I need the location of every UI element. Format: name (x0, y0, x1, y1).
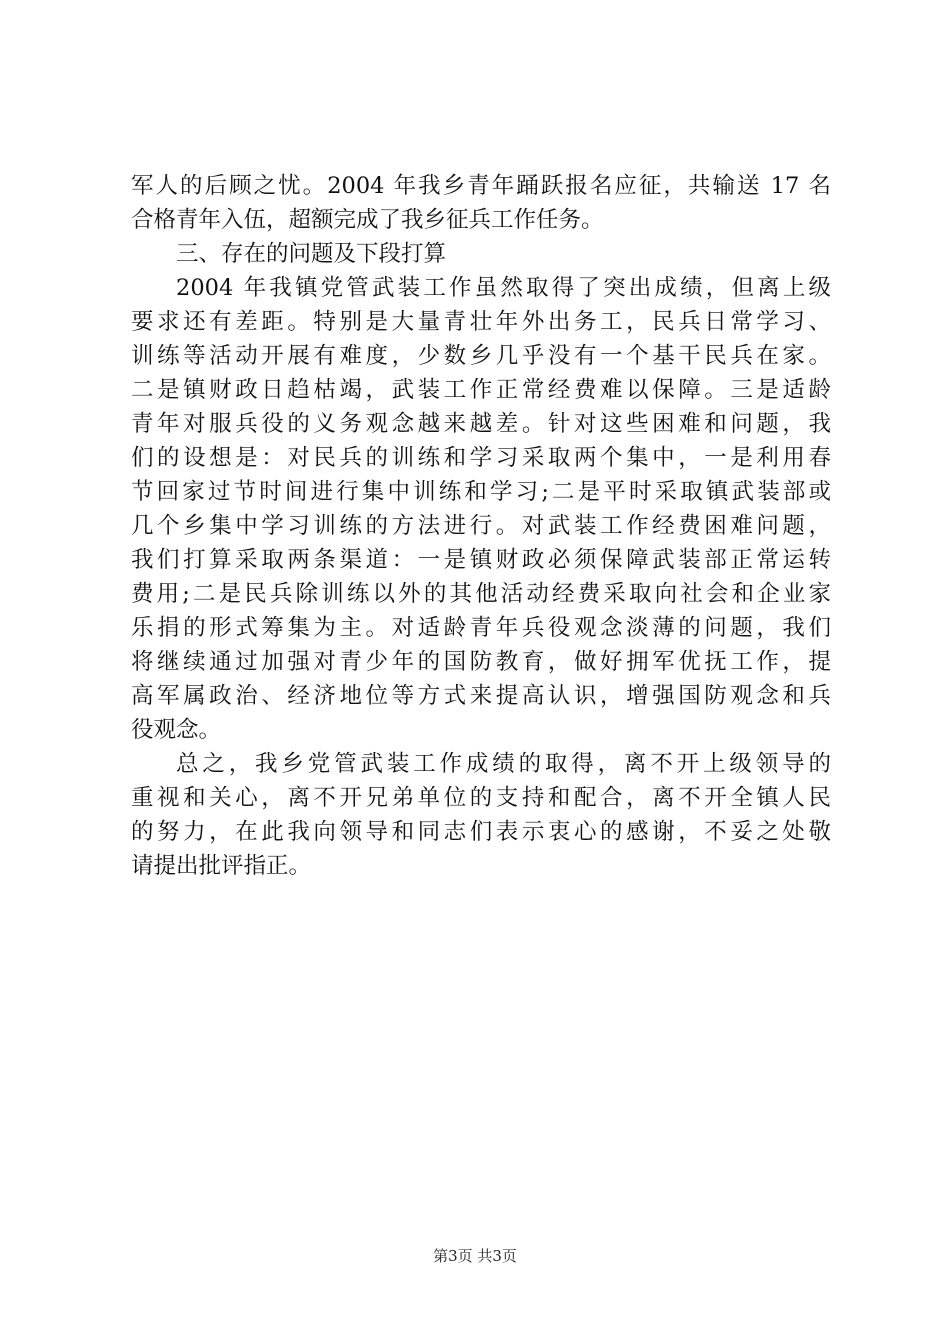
section-heading: 三、存在的问题及下段打算 (176, 241, 447, 267)
text-line: 们的设想是：对民兵的训练和学习采取两个集中，一是利用春 (131, 445, 831, 471)
text-line: 乐捐的形式筹集为主。对适龄青年兵役观念淡薄的问题，我们 (131, 615, 831, 641)
text-line: 青年对服兵役的义务观念越来越差。针对这些困难和问题，我 (131, 411, 831, 437)
text-line: 请提出批评指正。 (131, 853, 312, 879)
body-text (131, 169, 831, 883)
text-line: 役观念。 (131, 717, 222, 743)
text-line: 费用;二是民兵除训练以外的其他活动经费采取向社会和企业家 (131, 581, 831, 607)
text-line: 重视和关心，离不开兄弟单位的支持和配合，离不开全镇人民 (131, 785, 831, 811)
text-line: 将继续通过加强对青少年的国防教育，做好拥军优抚工作，提 (131, 649, 831, 675)
text-line: 合格青年入伍，超额完成了我乡征兵工作任务。 (131, 207, 604, 233)
text-line: 要求还有差距。特别是大量青壮年外出务工，民兵日常学习、 (131, 309, 831, 335)
text-line: 总之，我乡党管武装工作成绩的取得，离不开上级领导的 (176, 751, 831, 777)
text-line: 军人的后顾之忧。2004 年我乡青年踊跃报名应征，共输送 17 名 (131, 173, 831, 199)
text-line: 高军属政治、经济地位等方式来提高认识，增强国防观念和兵 (131, 683, 831, 709)
page-number-footer: 第3页 共3页 (433, 1247, 517, 1265)
text-line: 二是镇财政日趋枯竭，武装工作正常经费难以保障。三是适龄 (131, 377, 831, 403)
text-line: 几个乡集中学习训练的方法进行。对武装工作经费困难问题， (131, 513, 831, 539)
text-line: 的努力，在此我向领导和同志们表示衷心的感谢，不妥之处敬 (131, 819, 831, 845)
text-line: 我们打算采取两条渠道：一是镇财政必须保障武装部正常运转 (131, 547, 831, 573)
text-line: 节回家过节时间进行集中训练和学习;二是平时采取镇武装部或 (131, 479, 831, 505)
text-line: 2004 年我镇党管武装工作虽然取得了突出成绩，但离上级 (176, 275, 831, 301)
text-line: 训练等活动开展有难度，少数乡几乎没有一个基干民兵在家。 (131, 343, 831, 369)
